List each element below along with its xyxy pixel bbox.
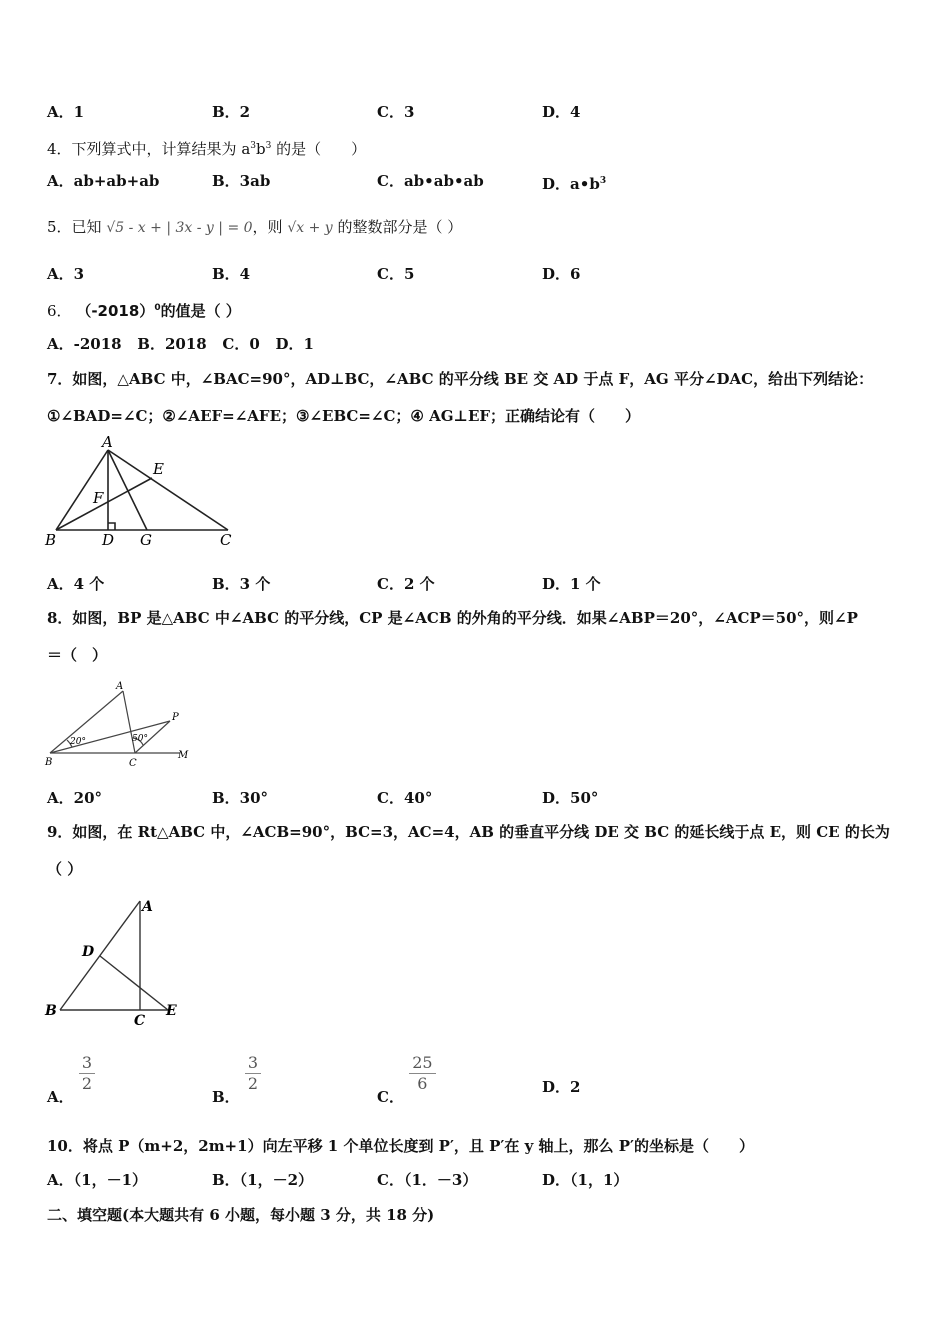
- q7-label-f: F: [93, 489, 104, 507]
- q9-option-c-fraction: [409, 1053, 435, 1094]
- q5-option-d: D．6: [542, 265, 581, 283]
- q9-option-a-fraction: [79, 1053, 95, 1094]
- q4-sup2: 3: [265, 141, 272, 151]
- q7-option-c: C．2 个: [377, 575, 435, 593]
- q9-option-c-den: 6: [417, 1074, 428, 1093]
- q3-option-a: A．1: [47, 103, 85, 121]
- q9-option-c-num: 25: [409, 1053, 435, 1074]
- q9-label-b: B: [45, 1003, 57, 1019]
- q5-option-c: C．5: [377, 265, 415, 283]
- q10-stem: 10．将点 P（m+2，2m+1）向左平移 1 个单位长度到 P′，且 P′在 y 轴上，那么 P′的坐标是（ ）: [47, 1137, 754, 1155]
- q10-option-a: A．（1，－1）: [47, 1171, 148, 1189]
- q7-label-c: C: [220, 531, 232, 549]
- q4-option-a: A．ab+ab+ab: [47, 172, 160, 190]
- q6-option-b: B．2018: [137, 335, 207, 353]
- q4-option-c: C．ab•ab•ab: [377, 172, 484, 190]
- q9-option-d: D．2: [542, 1078, 581, 1096]
- q6-number: 6．: [47, 302, 72, 320]
- q5-stem: [47, 217, 462, 238]
- q6-expr: （-2018）: [76, 302, 155, 320]
- q5-math-condition: √5 - x + | 3x - y | = 0: [106, 220, 253, 236]
- q6-options: [47, 334, 314, 354]
- q7-line1: 7．如图，△ABC 中，∠BAC=90°，AD⊥BC，∠ABC 的平分线 BE 交 AD 于点 F，AG 平分∠DAC，给出下列结论：: [47, 370, 874, 388]
- q9-option-b-den: 2: [247, 1074, 259, 1093]
- q9-label-e: E: [166, 1003, 177, 1019]
- q3-option-d: D．4: [542, 103, 581, 121]
- q7-figure: [40, 432, 240, 552]
- q7-option-d: D．1 个: [542, 575, 601, 593]
- q8-label-20: 20°: [70, 737, 86, 747]
- q6-sup: 0: [154, 303, 161, 313]
- q9-option-c: [377, 1053, 436, 1106]
- q6-option-d: D．1: [275, 335, 314, 353]
- q7-label-e: E: [153, 460, 164, 478]
- q4-sup1: 3: [250, 141, 256, 151]
- q5-number: 5．已知: [47, 218, 102, 236]
- q8-option-d: D．50°: [542, 789, 599, 807]
- q7-label-a: A: [102, 433, 113, 451]
- q4-stem-pre: 4．下列算式中，计算结果为 a: [47, 140, 251, 158]
- q9-side-ab: [60, 901, 140, 1010]
- q9-line-de: [100, 956, 168, 1010]
- q5-option-b: B．4: [212, 265, 251, 283]
- q5-post: 的整数部分是（ ）: [337, 218, 463, 236]
- q4-stem: [47, 136, 366, 159]
- q4-stem-mid: b: [256, 140, 266, 158]
- q9-option-c-label: C．: [377, 1087, 404, 1106]
- q9-label-c: C: [134, 1013, 146, 1029]
- q10-option-d: D．（1，1）: [542, 1171, 629, 1189]
- q6-option-a: A．-2018: [47, 335, 122, 353]
- q9-label-d: D: [82, 944, 95, 960]
- section2-title: 二、填空题(本大题共有 6 小题，每小题 3 分，共 18 分): [47, 1206, 435, 1224]
- q6-post: 的值是（ ）: [160, 302, 241, 320]
- q9-option-b-label: B．: [212, 1087, 240, 1106]
- q4-option-b: B．3ab: [212, 172, 271, 190]
- q8-option-b: B．30°: [212, 789, 269, 807]
- q7-line2: ①∠BAD=∠C；②∠AEF=∠AFE；③∠EBC=∠C；④ AG⊥EF；正确结论有（ ）: [47, 407, 641, 425]
- q9-line2: （ ）: [47, 860, 83, 878]
- q8-label-50: 50°: [132, 734, 148, 744]
- q9-option-b-num: 3: [245, 1053, 261, 1074]
- q7-label-b: B: [45, 531, 57, 549]
- q8-line1: 8．如图，BP 是△ABC 中∠ABC 的平分线，CP 是∠ACB 的外角的平分线．如果∠ABP＝20°，∠ACP＝50°，则∠P: [47, 609, 858, 627]
- q3-option-b: B．2: [212, 103, 251, 121]
- q8-option-c: C．40°: [377, 789, 433, 807]
- q9-line1: 9．如图，在 Rt△ABC 中，∠ACB=90°，BC=3，AC=4，AB 的垂直平分线 DE 交 BC 的延长线于点 E，则 CE 的长为: [47, 823, 890, 841]
- q9-option-a-den: 2: [81, 1074, 93, 1093]
- q9-option-a: [47, 1053, 95, 1106]
- q9-option-b-fraction: [245, 1053, 261, 1094]
- q7-line-ag: [108, 450, 147, 530]
- q9-option-a-label: A．: [47, 1087, 74, 1106]
- q10-option-c: C．（1．－3）: [377, 1171, 478, 1189]
- q8-label-b: B: [45, 757, 53, 768]
- q8-label-p: P: [172, 712, 179, 723]
- q9-figure: [40, 893, 190, 1028]
- q8-label-m: M: [178, 750, 189, 761]
- q7-line-be: [56, 478, 152, 530]
- q6-option-c: C．0: [222, 335, 260, 353]
- q7-label-d: D: [102, 531, 115, 549]
- q9-option-a-num: 3: [79, 1053, 95, 1074]
- q7-right-angle-mark: [108, 523, 115, 530]
- q5-option-a: A．3: [47, 265, 85, 283]
- q7-side-ac: [108, 450, 228, 530]
- q3-option-c: C．3: [377, 103, 415, 121]
- q4-option-d-sup: 3: [599, 176, 607, 186]
- q8-line2: ＝（ ）: [47, 646, 108, 664]
- q8-figure: [40, 676, 200, 771]
- q6-stem: [47, 298, 241, 321]
- q8-option-a: A．20°: [47, 789, 103, 807]
- q5-mid: ，则: [252, 218, 283, 236]
- q9-label-a: A: [142, 899, 153, 915]
- q7-option-b: B．3 个: [212, 575, 271, 593]
- q10-option-b: B．（1，－2）: [212, 1171, 314, 1189]
- q5-math-sqrt: √x + y: [287, 220, 333, 236]
- q7-option-a: A．4 个: [47, 575, 105, 593]
- q4-option-d: [542, 171, 606, 194]
- q4-option-d-text: D．a•b: [542, 175, 600, 193]
- q7-label-g: G: [140, 531, 152, 549]
- q9-option-b: [212, 1053, 261, 1106]
- q8-label-c: C: [129, 758, 137, 769]
- q4-stem-post: 的是（ ）: [271, 140, 367, 158]
- q8-label-a: A: [116, 681, 124, 692]
